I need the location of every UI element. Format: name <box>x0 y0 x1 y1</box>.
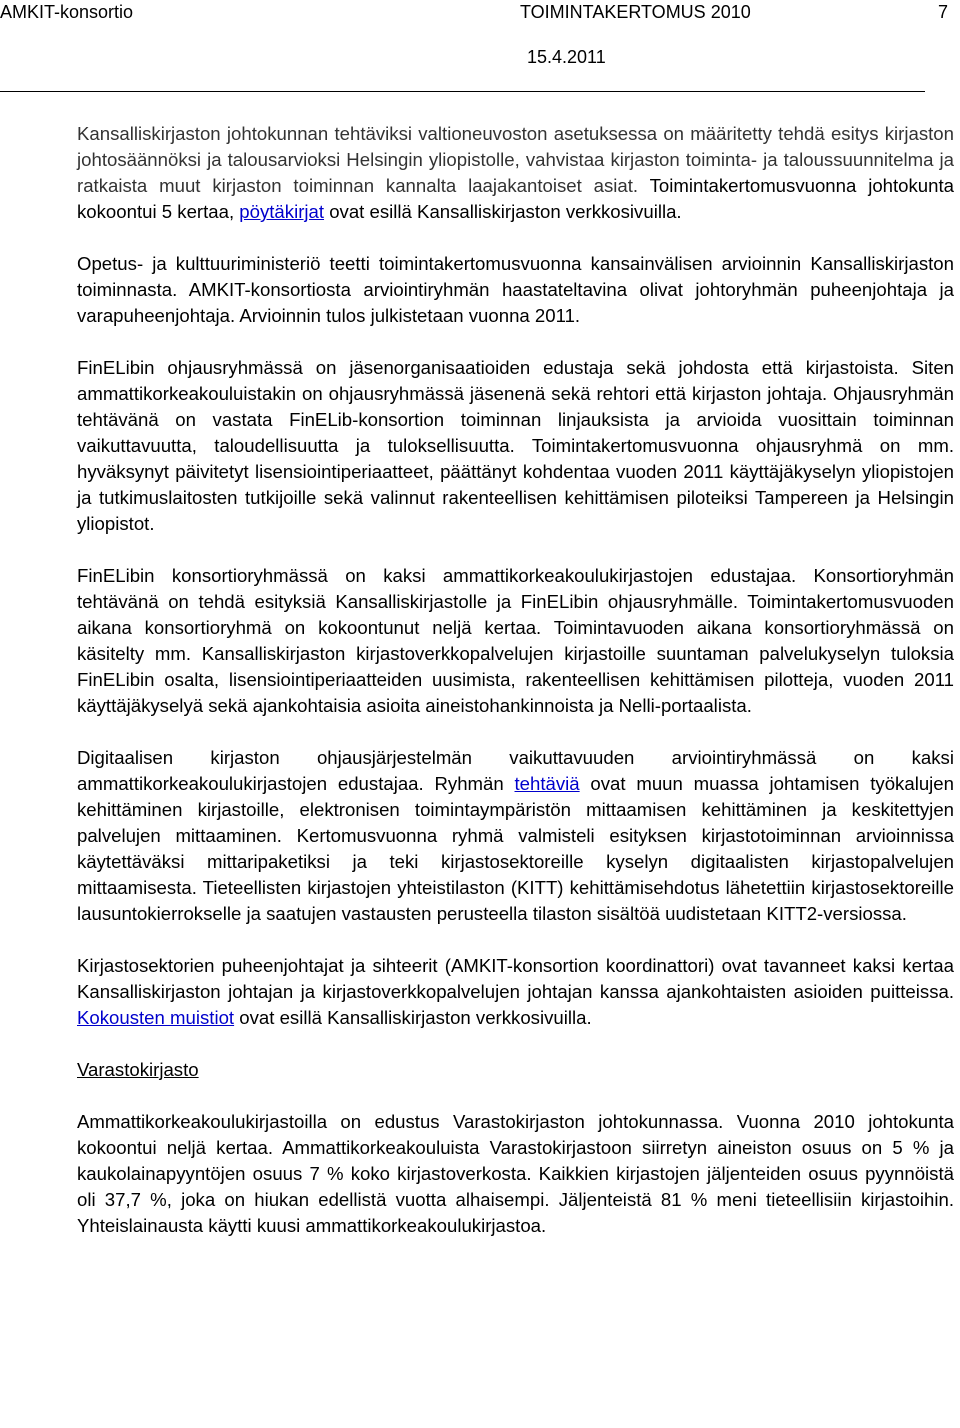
paragraph-finelib-konsortioryhma: FinELibin konsortioryhmässä on kaksi ammattikorkeakoulukirjastojen edustajaa. Konsortioryhmän tehtävänä on tehdä esityksiä Kansalliskirjastolle ja FinELibin ohjausryhmälle. Toimintakertomusvuoden aikana konsortioryhmä on kokoontunut neljä kertaa. Toimintavuoden aikana konsortioryhmässä on käsitelty mm. Kansalliskirjaston kirjastoverkkopalvelujen kirjastoille suuntaman palvelukyselyn tuloksia FinELibin osalta, lisensiointiperiaatteiden uusimista, rakenteellisen kehittämisen pilotteja, vuoden 2011 käyttäjäkyselyä sekä ajankohtaisia asioita aineistohankinnoista ja Nelli-portaalista. <box>77 565 954 716</box>
poytakirjat-link[interactable]: pöytäkirjat <box>239 201 325 222</box>
page-number: 7 <box>938 2 949 22</box>
section-heading-varastokirjasto: Varastokirjasto <box>77 1059 199 1080</box>
kokousten-muistiot-link[interactable]: Kokousten muistiot <box>77 1007 235 1028</box>
tehtavia-link[interactable]: tehtäviä <box>514 773 580 794</box>
paragraph-text: Kirjastosektorien puheenjohtajat ja sihteerit (AMKIT-konsortion koordinattori) ovat tavanneet kaksi kertaa Kansalliskirjaston johtajan ja kirjastoverkkopalvelujen johtajan kanssa ajankohtaisten asioiden puitteissa. <box>77 955 954 1002</box>
paragraph-varastokirjasto: Ammattikorkeakoulukirjastoilla on edustus Varastokirjaston johtokunnassa. Vuonna 2010 johtokunta kokoontui neljä kertaa. Ammattikorkeakouluista Varastokirjastoon siirretyn aineiston osuus on 5 % ja kaukolainapyyntöjen osuus 7 % koko kirjastoverkosta. Kaikkien kirjastojen jäljenteiden osuus pyynnöistä oli 37,7 %, joka on hiukan edellistä vuotta alhaisempi. Jäljenteistä 81 % meni tieteellisiin kirjastoihin. Yhteislainausta käytti kuusi ammattikorkeakoulukirjastoa. <box>77 1111 954 1236</box>
header-rule <box>0 91 925 92</box>
header-organization: AMKIT-konsortio <box>0 2 134 22</box>
paragraph-text: Digitaalisen kirjaston ohjausjärjestelmän vaikuttavuuden arviointiryhmässä on kaksi ammattikorkeakoulukirjastojen edustajaa. Ryhmän <box>77 747 954 794</box>
paragraph-text: ovat esillä Kansalliskirjaston verkkosivuilla. <box>234 1007 592 1028</box>
paragraph-arviointi: Opetus- ja kulttuuriministeriö teetti toimintakertomusvuonna kansainvälisen arvioinnin Kansalliskirjaston toiminnasta. AMKIT-konsortiosta arviointiryhmän haastateltavina olivat johtoryhmän puheenjohtaja ja varapuheenjohtaja. Arvioinnin tulos julkistetaan vuonna 2011. <box>77 253 954 326</box>
header-document-title: TOIMINTAKERTOMUS 2010 <box>520 2 751 22</box>
paragraph-text: Toimintakertomusvuonna johtokunta kokoontui 5 kertaa, <box>77 175 954 222</box>
paragraph-text: ovat muun muassa johtamisen työkalujen kehittäminen kirjastoille, elektronisen toimintaympäristön mittaamisen kehittäminen ja keskitettyjen palvelujen mittaaminen. Kertomusvuonna ryhmä valmisteli esityksen kirjastotoiminnan arvioinnissa käytettäväksi mittaripaketiksi ja teki kirjastosektoreille kyselyn digitaalisten kirjastopalvelujen mittaamisesta. Tieteellisten kirjastojen yhteistilaston (KITT) kehittämisehdotus lähetettiin kirjastosektoreille lausuntokierrokselle ja saatujen vastausten perusteella tilaston sisältöä uudistetaan KITT2-versiossa. <box>77 773 954 924</box>
paragraph-kirjastosektorit <box>77 953 954 1031</box>
paragraph-finelib-ohjausryhma: FinELibin ohjausryhmässä on jäsenorganisaatioiden edustaja sekä johdosta että kirjastoista. Siten ammattikorkeakouluistakin on ohjausryhmässä jäsenenä sekä rehtori että kirjaston johtaja. Ohjausryhmän tehtävänä on vastata FinELib-konsortion toiminnan linjauksista ja arvioida vuosittain toiminnan vaikuttavuutta, taloudellisuutta ja tuloksellisuutta. Toimintakertomusvuonna ohjausryhmä on mm. hyväksynyt päivitetyt lisensiointiperiaatteet, päättänyt kohdentaa vuoden 2011 käyttäjäkyselyn yliopistojen ja tutkimuslaitosten tutkijoille sekä valinnut rakenteellisen kehittämisen piloteiksi Tampereen ja Helsingin yliopistot. <box>77 357 954 534</box>
paragraph-text: Kansalliskirjaston johtokunnan tehtäviksi valtioneuvoston asetuksessa on määritetty tehdä esitys kirjaston johtosäännöksi ja talousarvioksi Helsingin yliopistolle, vahvistaa kirjaston toiminta- ja taloussuunnitelma ja ratkaista muut kirjaston toiminnan kannalta laajakantoiset asiat. <box>77 123 954 196</box>
paragraph-text: ovat esillä Kansalliskirjaston verkkosivuilla. <box>324 201 682 222</box>
paragraph-johtokunta <box>77 121 954 225</box>
paragraph-digitaalinen-kirjasto <box>77 745 954 927</box>
document-body <box>77 121 954 1265</box>
header-date: 15.4.2011 <box>527 47 606 67</box>
